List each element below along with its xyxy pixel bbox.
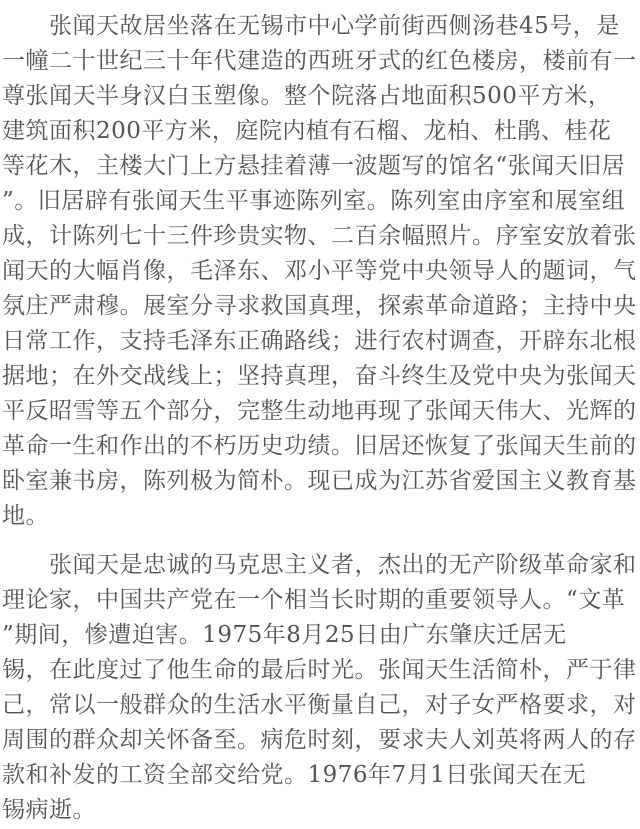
text-line: 张闻天是忠诚的马克思主义者，杰出的无产阶级革命家和: [49, 552, 637, 578]
text-line: 己，常以一般群众的生活水平衡量自己，对子女严格要求，对: [2, 692, 637, 718]
text-line: 一幢二十世纪三十年代建造的西班牙式的红色楼房，楼前有一: [2, 48, 637, 74]
text-line: 闻天的大幅肖像，毛泽东、邓小平等党中央领导人的题词，气: [2, 258, 637, 284]
text-line: 张闻天故居坐落在无锡市中心学前街西侧汤巷45号，是: [49, 13, 620, 39]
text-line: 等花木，主楼大门上方悬挂着薄一波题写的馆名“张闻天旧居: [2, 153, 626, 179]
text-line: 卧室兼书房，陈列极为简朴。现已成为江苏省爱国主义教育基: [2, 468, 637, 494]
text-line: 成，计陈列七十三件珍贵实物、二百余幅照片。序室安放着张: [2, 223, 637, 249]
paragraph-residence: [2, 9, 638, 534]
text-line: 锡，在此度过了他生命的最后时光。张闻天生活简朴，严于律: [2, 657, 637, 683]
text-line: 锡病逝。: [2, 797, 96, 823]
text-line: 周围的群众却关怀备至。病危时刻，要求夫人刘英将两人的存: [2, 727, 637, 753]
text-line: 革命一生和作出的不朽历史功绩。旧居还恢复了张闻天生前的: [2, 433, 637, 459]
text-line: 建筑面积200平方米，庭院内植有石榴、龙柏、杜鹃、桂花: [2, 118, 612, 144]
paragraph-biography: [2, 548, 638, 828]
text-line: ”。旧居辟有张闻天生平事迹陈列室。陈列室由序室和展室组: [2, 188, 626, 214]
text-line: 款和补发的工资全部交给党。1976年7月1日张闻天在无: [2, 762, 587, 788]
text-line: 氛庄严肃穆。展室分寻求救国真理，探索革命道路；主持中央: [2, 293, 637, 319]
text-line: 日常工作，支持毛泽东正确路线；进行农村调查，开辟东北根: [2, 328, 637, 354]
text-line: 地。: [2, 503, 49, 529]
text-line: 理论家，中国共产党在一个相当长时期的重要领导人。“文革: [2, 587, 626, 613]
text-line: 平反昭雪等五个部分，完整生动地再现了张闻天伟大、光辉的: [2, 398, 637, 424]
text-line: ”期间，惨遭迫害。1975年8月25日由广东肇庆迁居无: [2, 622, 567, 648]
text-line: 尊张闻天半身汉白玉塑像。整个院落占地面积500平方米，: [2, 83, 612, 109]
text-line: 据地；在外交战线上；坚持真理，奋斗终生及党中央为张闻天: [2, 363, 637, 389]
